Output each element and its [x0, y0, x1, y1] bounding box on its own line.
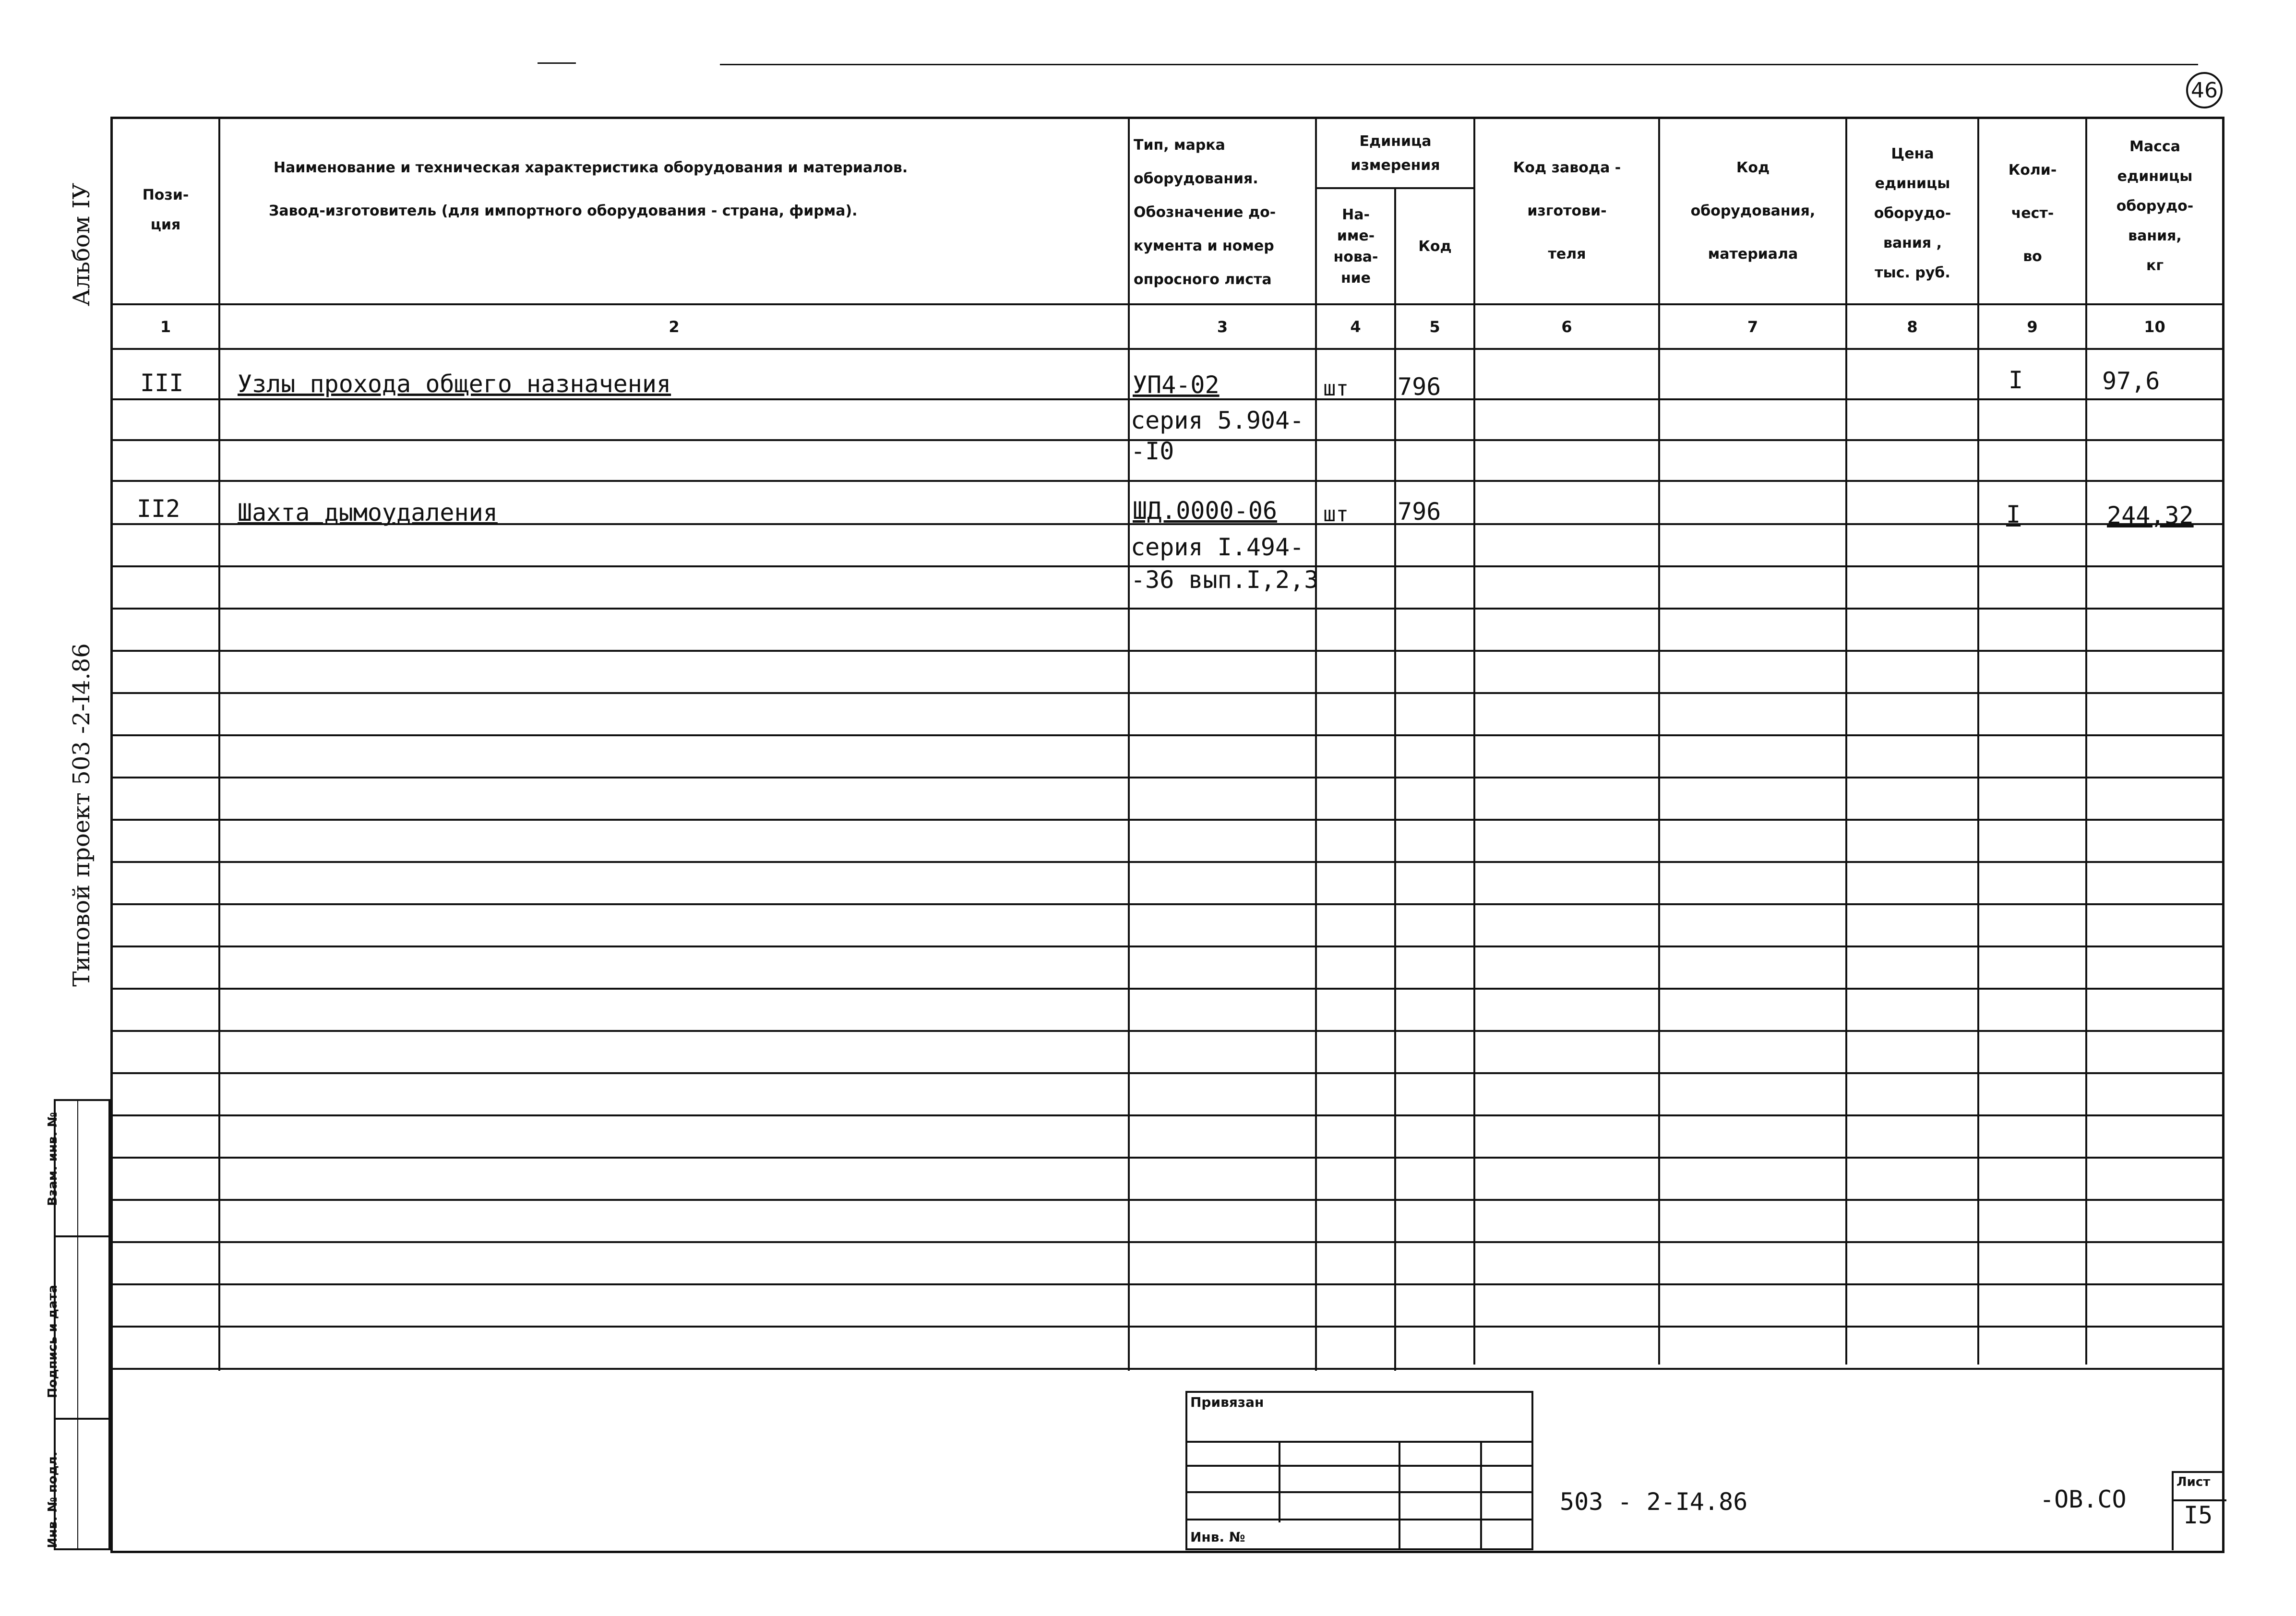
project-label: Типовой проект 503 -2-I4.86 — [68, 643, 95, 987]
header-equipment-code — [1661, 130, 1845, 293]
header-text: единицы — [1875, 175, 1950, 192]
header-text: Код — [1736, 159, 1770, 176]
header-text: опросного листа — [1134, 271, 1272, 288]
row-line — [110, 608, 2224, 610]
row2-mass: 244,32 — [2107, 502, 2194, 529]
sheet-label: Лист — [2176, 1475, 2211, 1489]
row-line — [110, 819, 2224, 821]
numbers-bottom-line — [110, 348, 2224, 350]
col-number: 1 — [160, 317, 171, 336]
row1-type-line2: серия 5.904- — [1131, 407, 1304, 434]
header-text: Наименование и техническая характеристика оборудования и материалов. — [274, 159, 908, 176]
header-text: кумента и номер — [1134, 238, 1274, 254]
row-line — [110, 903, 2224, 905]
header-text: вания, — [2128, 227, 2182, 244]
header-text: тыс. руб. — [1875, 264, 1950, 281]
row-line — [110, 1199, 2224, 1201]
col-number: 3 — [1217, 317, 1228, 336]
inv-label: Инв. № — [1190, 1529, 1245, 1545]
row1-type-line3: -I0 — [1131, 437, 1174, 465]
stamp-label-replace: Взам. инв. № — [46, 1112, 60, 1206]
row-line — [110, 734, 2224, 736]
row-line — [110, 1072, 2224, 1074]
header-text: оборудования. — [1134, 170, 1258, 187]
bound-label: Привязан — [1190, 1394, 1264, 1410]
unit-subheader-line — [1315, 187, 1473, 189]
row-line — [110, 650, 2224, 652]
stamp-label-inv: Инв. № подл. — [46, 1451, 60, 1548]
page-number-badge — [2186, 72, 2223, 108]
header-text: Тип, марка — [1134, 137, 1225, 154]
col-line — [1394, 187, 1396, 1371]
header-text: изготови- — [1527, 203, 1607, 219]
row2-code: 796 — [1398, 498, 1441, 526]
row-line — [110, 777, 2224, 778]
row1-type-line1: УП4-02 — [1133, 371, 1220, 399]
stamp-label-sign: Подпись и дата — [46, 1284, 60, 1399]
header-position — [113, 117, 218, 303]
left-stamp — [54, 1099, 110, 1550]
col-number: 5 — [1429, 317, 1440, 336]
header-quantity — [1980, 139, 2085, 288]
row-line — [110, 1241, 2224, 1243]
row-line — [110, 988, 2224, 990]
page-number: 46 — [2191, 78, 2218, 103]
header-text: Единица — [1359, 133, 1432, 150]
header-text: Масса — [2129, 138, 2180, 155]
col-number: 4 — [1350, 317, 1361, 336]
row-line — [110, 1030, 2224, 1032]
row-line — [110, 692, 2224, 694]
header-text: ние — [1340, 269, 1371, 287]
top-rule — [720, 64, 2198, 65]
row1-qty: I — [2009, 366, 2023, 394]
header-text: име- — [1337, 227, 1375, 244]
row2-name: Шахта дымоудаления — [238, 499, 498, 527]
header-mass — [2088, 130, 2222, 283]
row-line — [110, 861, 2224, 863]
col-number: 10 — [2144, 317, 2165, 336]
header-text: Обозначение до- — [1134, 204, 1276, 221]
header-plant-code — [1476, 130, 1658, 293]
sheet-number: I5 — [2184, 1501, 2213, 1529]
designation: 503 - 2-I4.86 — [1560, 1488, 1748, 1516]
header-unit-code — [1397, 190, 1473, 303]
col-number: 6 — [1561, 317, 1572, 336]
header-text: вания , — [1883, 235, 1942, 251]
table-bottom-line — [110, 1368, 2224, 1370]
header-text: Пози- — [142, 186, 189, 203]
header-text: кг — [2146, 257, 2164, 274]
header-text: Коли- — [2008, 162, 2057, 179]
designation-suffix: -ОВ.СО — [2040, 1485, 2127, 1513]
header-text: чест- — [2011, 205, 2054, 222]
top-mark — [538, 62, 576, 64]
header-text: оборудо- — [2116, 198, 2194, 215]
row2-unit: шт — [1323, 502, 1349, 527]
header-text: материала — [1708, 246, 1798, 263]
header-text: ция — [150, 216, 181, 233]
row2-type-line1: ШД.0000-06 — [1133, 497, 1278, 525]
row1-unit: шт — [1323, 376, 1349, 401]
header-name — [221, 144, 1128, 235]
header-text: На- — [1342, 206, 1370, 223]
header-unit — [1317, 122, 1473, 185]
col-number: 9 — [2027, 317, 2038, 336]
header-unit-name — [1317, 190, 1394, 303]
header-text: во — [2023, 248, 2042, 265]
album-label: Альбом IУ — [68, 182, 95, 306]
col-number: 8 — [1907, 317, 1918, 336]
row-line — [110, 946, 2224, 947]
row1-mass: 97,6 — [2102, 367, 2160, 395]
header-text: нова- — [1333, 248, 1378, 265]
row-line — [110, 480, 2224, 482]
header-text: Код — [1418, 238, 1452, 255]
title-block — [1185, 1391, 1533, 1550]
row-line — [110, 1283, 2224, 1285]
header-text: оборудования, — [1690, 203, 1816, 219]
col-number: 2 — [669, 317, 680, 336]
row1-position: III — [140, 369, 184, 397]
row-line — [110, 1157, 2224, 1159]
row-line — [110, 1326, 2224, 1328]
row2-qty: I — [2006, 501, 2021, 528]
col-number: 7 — [1747, 317, 1758, 336]
row2-type-line3: -36 вып.I,2,3 — [1131, 566, 1319, 594]
row1-name: Узлы прохода общего назначения — [238, 370, 671, 398]
header-text: единицы — [2117, 168, 2193, 185]
header-type — [1134, 129, 1311, 297]
header-text: Код завода - — [1513, 159, 1621, 176]
header-text: измерения — [1351, 157, 1440, 174]
header-text: Завод-изготовитель (для импортного оборудования - страна, фирма). — [269, 203, 858, 219]
row-line — [110, 1114, 2224, 1116]
header-text: Цена — [1891, 145, 1934, 162]
row2-position: II2 — [137, 495, 180, 523]
row1-code: 796 — [1398, 373, 1441, 401]
row2-type-line2: серия I.494- — [1131, 533, 1304, 561]
header-text: оборудо- — [1874, 205, 1951, 222]
header-price — [1848, 134, 1977, 293]
header-text: теля — [1548, 246, 1586, 263]
